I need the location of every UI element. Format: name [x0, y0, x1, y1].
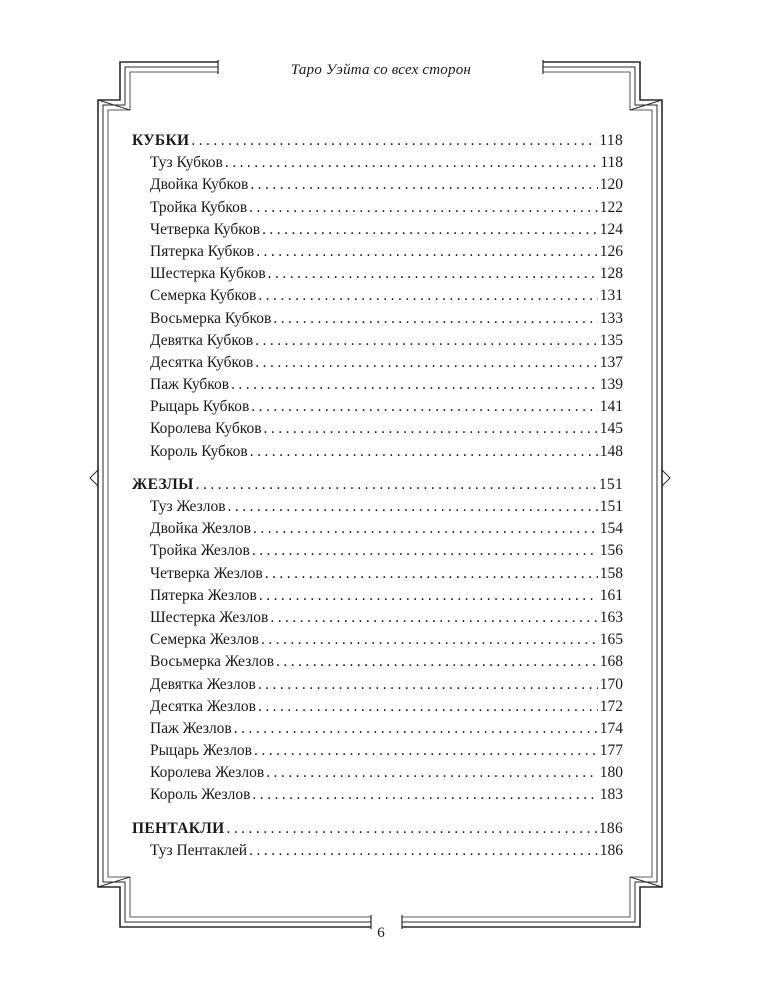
- toc-entry-page-number: 156: [599, 542, 623, 560]
- toc-entry-page-number: 158: [599, 564, 623, 582]
- toc-entry-page-number: 186: [598, 819, 623, 837]
- toc-entry-title: Восьмерка Кубков: [150, 309, 272, 327]
- dot-leader: [265, 565, 598, 583]
- toc-entry-page-number: 172: [599, 697, 623, 715]
- dot-leader: [258, 698, 598, 716]
- toc-entry-page-number: 118: [599, 132, 623, 149]
- toc-entry[interactable]: [132, 631, 623, 653]
- toc-entry-page-number: 148: [599, 442, 623, 460]
- toc-entry-page-number: 168: [599, 653, 623, 671]
- toc-entry[interactable]: [132, 287, 623, 309]
- dot-leader: [234, 720, 598, 738]
- toc-entry-page-number: 120: [599, 176, 623, 194]
- toc-entry-page-number: 161: [599, 586, 623, 604]
- toc-entry[interactable]: [132, 376, 623, 398]
- toc-entry-page-number: 139: [599, 376, 623, 394]
- toc-entry-page-number: 180: [599, 764, 623, 782]
- toc-entry[interactable]: [132, 720, 623, 742]
- toc-entry-title: Тройка Кубков: [150, 198, 248, 216]
- dot-leader: [250, 443, 598, 461]
- toc-entry[interactable]: [132, 842, 623, 864]
- toc-entry[interactable]: [132, 520, 623, 542]
- toc-entry-page-number: 165: [599, 631, 623, 649]
- toc-entry[interactable]: [132, 176, 623, 198]
- toc-section-heading[interactable]: [132, 820, 623, 842]
- dot-leader: [249, 842, 598, 860]
- toc-entry-page-number: 133: [599, 309, 623, 327]
- dot-leader: [231, 376, 598, 394]
- toc-entry-title: Девятка Жезлов: [150, 675, 256, 693]
- toc-entry-page-number: 151: [599, 498, 623, 515]
- toc-entry-page-number: 154: [599, 520, 623, 538]
- dot-leader: [253, 520, 598, 538]
- section-gap: [132, 809, 623, 820]
- toc-entry[interactable]: [132, 221, 623, 243]
- dot-leader: [273, 310, 597, 328]
- toc-entry-title: Семерка Жезлов: [150, 631, 259, 649]
- toc-entry[interactable]: [132, 265, 623, 287]
- toc-entry-title: Туз Кубков: [150, 154, 223, 172]
- dot-leader: [252, 542, 598, 560]
- dot-leader: [264, 420, 598, 438]
- toc-entry-title: Королева Жезлов: [150, 764, 265, 782]
- toc-entry-title: КУБКИ: [132, 132, 190, 149]
- toc-entry-title: Шестерка Кубков: [150, 265, 266, 283]
- toc-entry-title: Тройка Жезлов: [150, 542, 250, 560]
- dot-leader: [191, 132, 597, 150]
- toc-entry-title: Пятерка Кубков: [150, 242, 255, 260]
- toc-entry[interactable]: [132, 653, 623, 675]
- toc-entry[interactable]: [132, 398, 623, 420]
- toc-entry-title: Двойка Кубков: [150, 176, 249, 194]
- toc-entry[interactable]: [132, 498, 623, 520]
- dot-leader: [250, 176, 597, 194]
- toc-entry-page-number: 141: [599, 398, 623, 416]
- dot-leader: [276, 653, 598, 671]
- toc-entry-page-number: 177: [599, 742, 623, 760]
- dot-leader: [254, 742, 598, 760]
- toc-entry-title: Паж Жезлов: [150, 719, 232, 737]
- running-header: Таро Уэйта со всех сторон: [290, 62, 472, 78]
- table-of-contents: [132, 132, 623, 864]
- toc-entry[interactable]: [132, 698, 623, 720]
- dot-leader: [258, 287, 597, 305]
- dot-leader: [256, 243, 598, 261]
- toc-entry-page-number: 145: [599, 420, 623, 438]
- toc-entry-title: Паж Кубков: [150, 376, 230, 394]
- toc-entry-page-number: 131: [599, 287, 623, 305]
- toc-entry-title: Королева Кубков: [150, 420, 262, 438]
- dot-leader: [249, 199, 598, 217]
- dot-leader: [261, 631, 598, 649]
- toc-entry-title: Четверка Жезлов: [150, 564, 263, 582]
- dot-leader: [255, 354, 597, 372]
- toc-entry-page-number: 174: [599, 719, 623, 737]
- toc-entry-page-number: 118: [600, 154, 623, 172]
- toc-entry-title: Четверка Кубков: [150, 220, 261, 238]
- dot-leader: [268, 265, 598, 283]
- dot-leader: [225, 154, 598, 172]
- toc-entry-page-number: 183: [599, 786, 623, 804]
- toc-entry-page-number: 170: [599, 675, 623, 693]
- toc-entry-title: Десятка Кубков: [150, 353, 254, 371]
- toc-entry-title: Рыцарь Кубков: [150, 398, 250, 416]
- toc-section-heading[interactable]: [132, 132, 623, 154]
- page-number: 6: [377, 925, 385, 941]
- toc-entry-title: Двойка Жезлов: [150, 520, 251, 538]
- toc-entry-page-number: 124: [599, 220, 623, 238]
- toc-entry-title: ПЕНТАКЛИ: [132, 819, 225, 837]
- dot-leader: [252, 786, 597, 804]
- toc-entry[interactable]: [132, 609, 623, 631]
- toc-entry[interactable]: [132, 764, 623, 786]
- toc-entry-page-number: 128: [599, 265, 623, 283]
- toc-entry-title: Семерка Кубков: [150, 287, 257, 305]
- toc-entry[interactable]: [132, 420, 623, 442]
- toc-entry[interactable]: [132, 443, 623, 465]
- dot-leader: [259, 587, 598, 605]
- dot-leader: [266, 764, 598, 782]
- toc-entry-title: Десятка Жезлов: [150, 697, 256, 715]
- toc-entry[interactable]: [132, 542, 623, 564]
- toc-entry-title: Туз Пентаклей: [150, 841, 248, 859]
- toc-entry-title: Девятка Кубков: [150, 331, 254, 349]
- toc-entry-title: ЖЕЗЛЫ: [132, 475, 194, 493]
- toc-entry[interactable]: [132, 354, 623, 376]
- toc-entry-title: Король Жезлов: [150, 786, 251, 804]
- toc-entry-title: Пятерка Жезлов: [150, 586, 257, 604]
- toc-entry[interactable]: [132, 565, 623, 587]
- dot-leader: [255, 332, 598, 350]
- toc-entry[interactable]: [132, 332, 623, 354]
- dot-leader: [251, 398, 597, 416]
- toc-entry-page-number: 163: [599, 608, 623, 626]
- toc-entry-title: Шестерка Жезлов: [150, 608, 269, 626]
- toc-entry[interactable]: [132, 786, 623, 808]
- section-gap: [132, 465, 623, 476]
- toc-entry[interactable]: [132, 154, 623, 176]
- toc-entry-title: Рыцарь Жезлов: [150, 742, 252, 760]
- toc-entry-title: Туз Жезлов: [150, 498, 226, 515]
- toc-entry[interactable]: [132, 742, 623, 764]
- toc-entry-page-number: 186: [599, 841, 623, 859]
- dot-leader: [196, 476, 597, 494]
- toc-entry-page-number: 151: [598, 475, 623, 493]
- toc-entry-page-number: 137: [599, 353, 623, 371]
- dot-leader: [262, 221, 598, 239]
- toc-entry[interactable]: [132, 243, 623, 265]
- toc-entry[interactable]: [132, 199, 623, 221]
- toc-entry[interactable]: [132, 587, 623, 609]
- toc-entry-title: Восьмерка Жезлов: [150, 653, 275, 671]
- dot-leader: [226, 820, 596, 838]
- dot-leader: [270, 609, 597, 627]
- toc-entry-page-number: 135: [599, 331, 623, 349]
- toc-entry-title: Король Кубков: [150, 442, 248, 460]
- toc-entry[interactable]: [132, 676, 623, 698]
- dot-leader: [258, 676, 598, 694]
- toc-entry[interactable]: [132, 310, 623, 332]
- toc-section-heading[interactable]: [132, 476, 623, 498]
- toc-entry-page-number: 126: [599, 242, 623, 260]
- toc-entry-page-number: 122: [599, 198, 623, 216]
- dot-leader: [228, 498, 598, 516]
